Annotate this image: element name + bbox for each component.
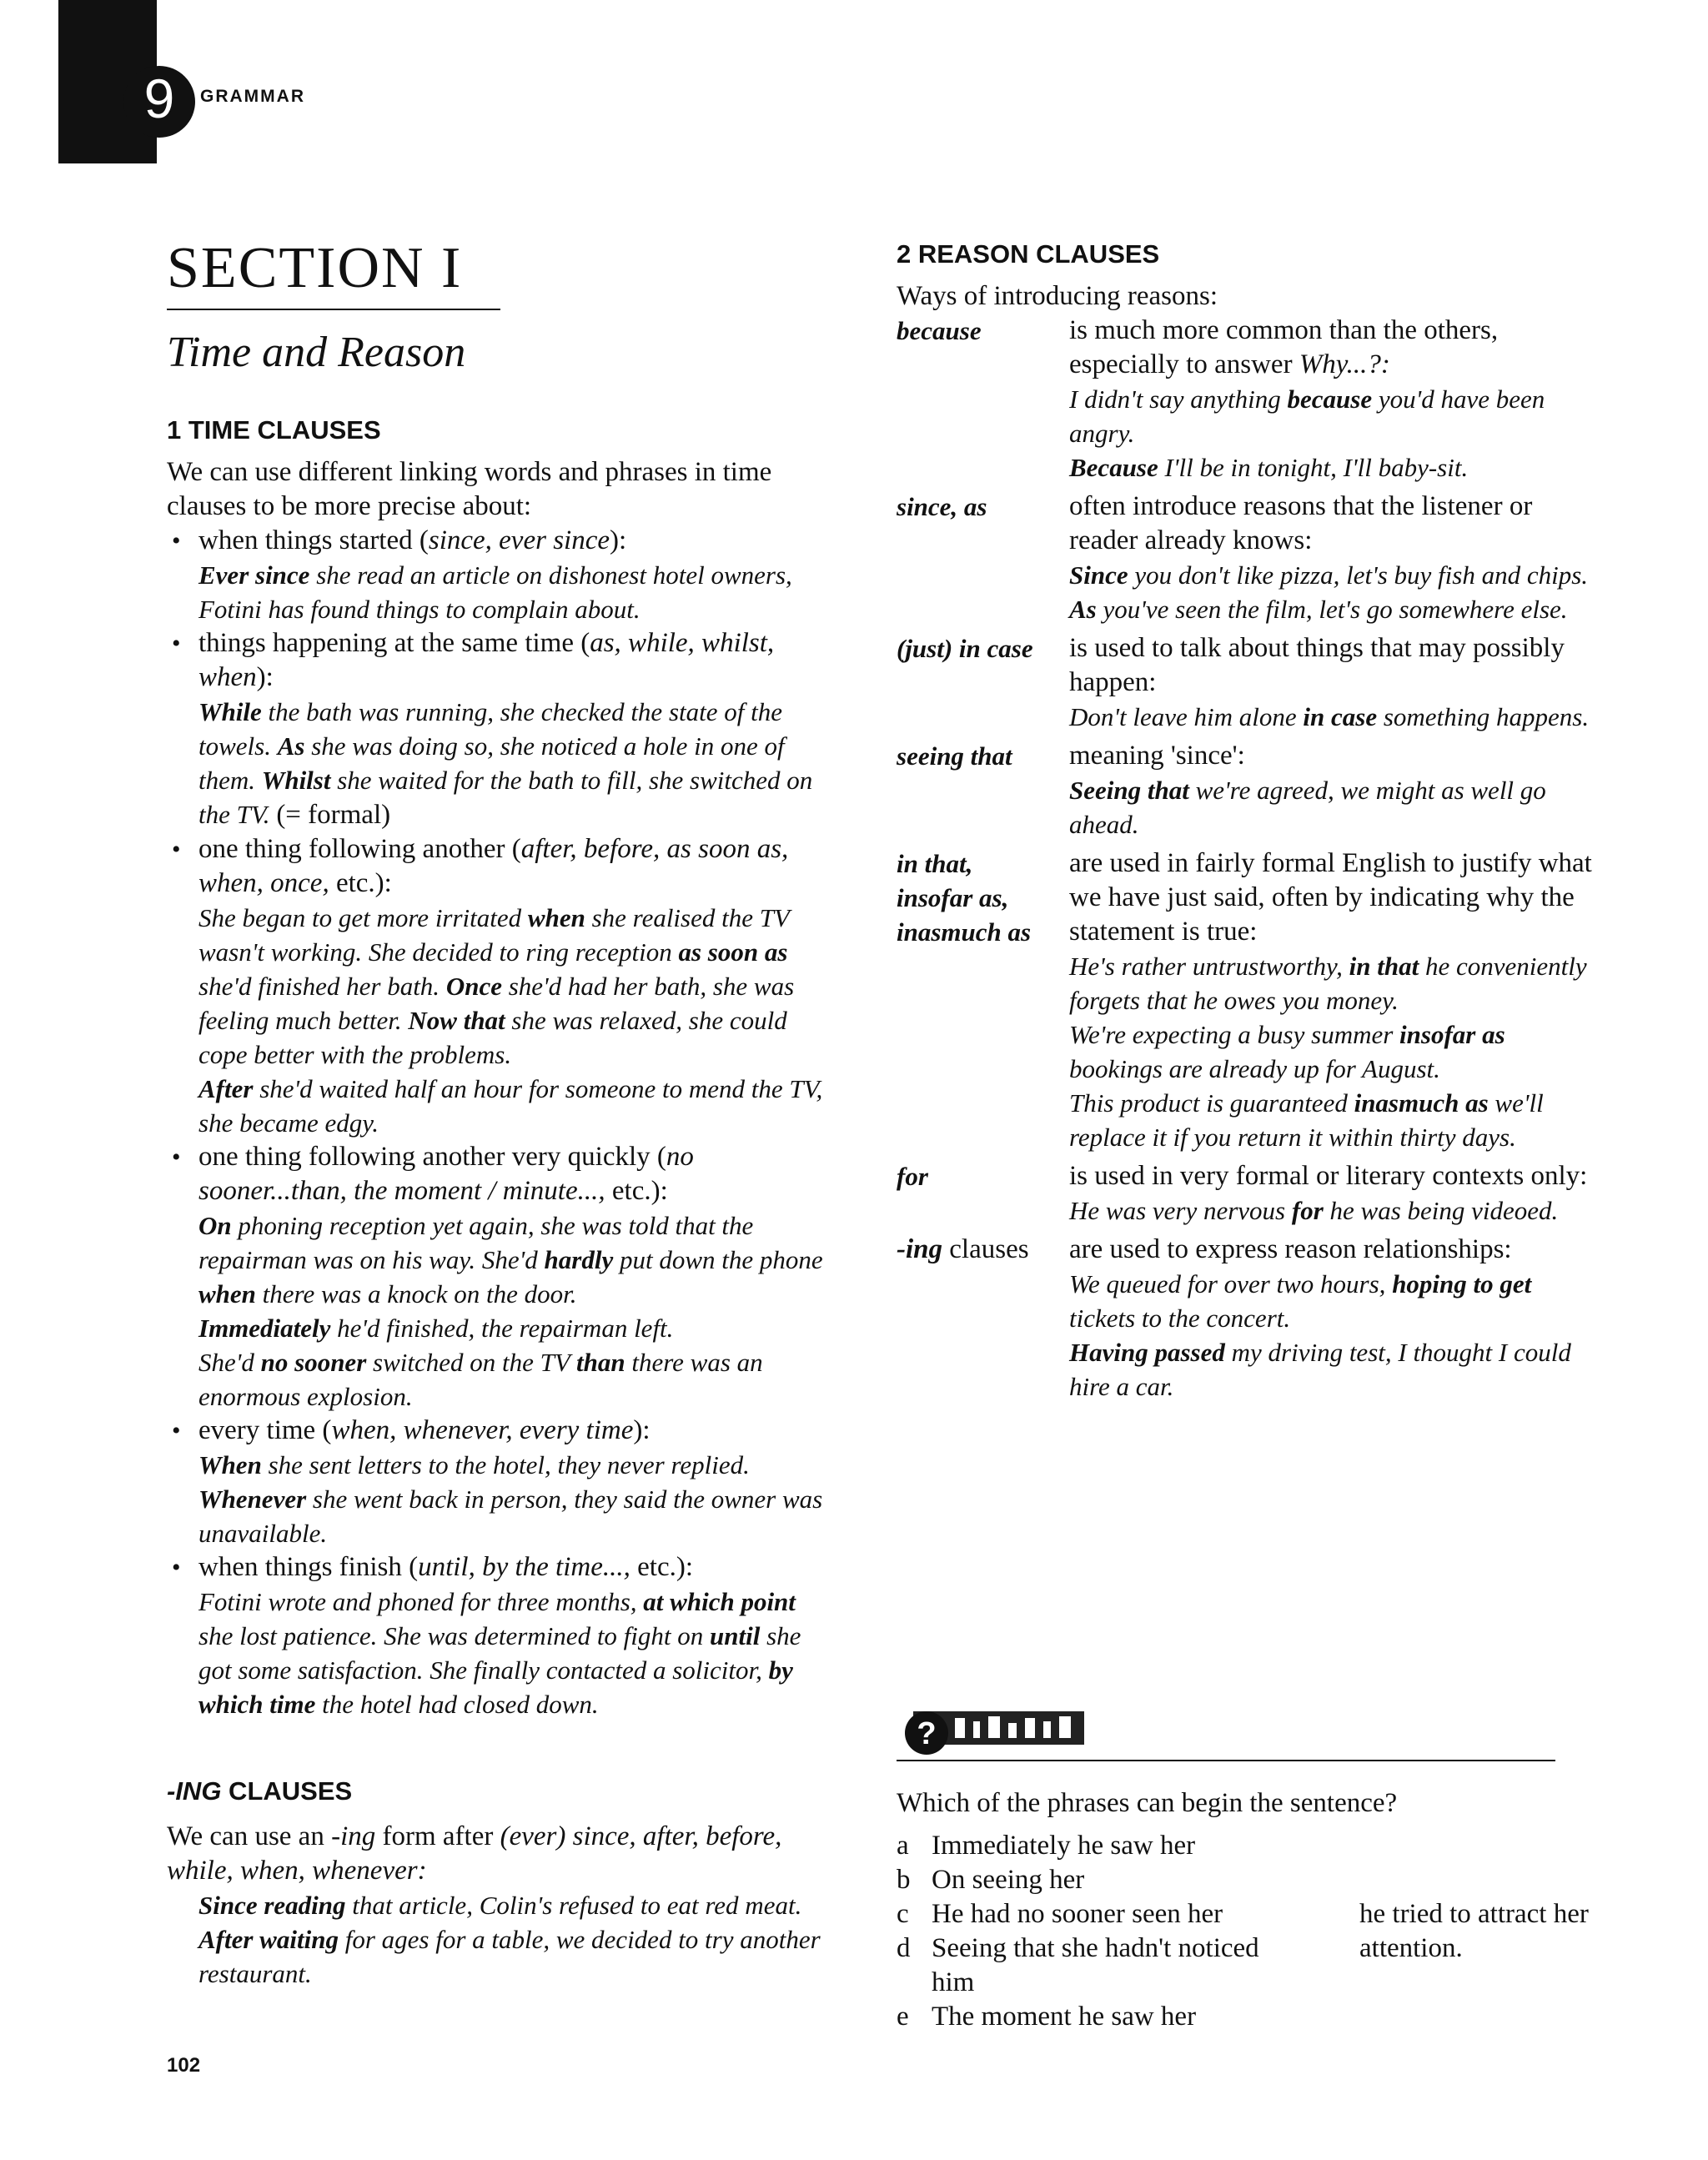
example-no-sooner: She'd no sooner switched on the TV than there was an enormous explosion. (198, 1348, 763, 1411)
term-because: because (897, 316, 982, 345)
bullet-every-time: • every time (when, whenever, every time): (167, 1414, 834, 1448)
example-in-that: He's rather untrustworthy, in that he conveniently forgets that he owes you money. (1069, 952, 1587, 1015)
time-clauses-section (167, 414, 834, 1721)
example-inasmuch-as: This product is guaranteed inasmuch as we'll replace it if you return it within thirty days. (1069, 1088, 1544, 1152)
example-hoping-to-get: We queued for over two hours, hoping to get tickets to the concert. (1069, 1269, 1532, 1333)
definition-because: is much more common than the others, especially to answer Why...?: (1069, 315, 1499, 379)
example-immediately: Immediately he'd finished, the repairman left. (198, 1314, 674, 1343)
definition-seeing-that: meaning 'since': (1069, 741, 1245, 771)
definition-for: is used in very formal or literary contexts only: (1069, 1161, 1588, 1191)
check-rule (897, 1760, 1555, 1761)
time-clauses-heading: 1 TIME CLAUSES (167, 415, 381, 445)
section-title-rule (167, 309, 500, 310)
chapter-number: 9 (123, 66, 195, 138)
reason-clauses-heading: 2 REASON CLAUSES (897, 239, 1160, 269)
example-since-reading: Since reading that article, Colin's refused to eat red meat. (198, 1891, 802, 1920)
reason-in-case (897, 631, 1597, 734)
chapter-label: GRAMMAR (200, 87, 305, 106)
term-seeing-that: seeing that (897, 741, 1012, 771)
example-whenever: Whenever she went back in person, they said the owner was unavailable. (198, 1484, 823, 1548)
svg-text:?: ? (917, 1716, 937, 1751)
check-section (897, 1700, 1597, 2034)
example-since: Since you don't like pizza, let's buy fish and chips. (1069, 560, 1589, 590)
example-seeing-that: Seeing that we're agreed, we might as well go ahead. (1069, 776, 1546, 839)
example-while-as-whilst: While the bath was running, she checked the state of the towels. As she was doing so, she noticed a hole in one of them. Whilst she waited for the bath to fill, she switched on the TV. (= formal) (198, 697, 813, 830)
ing-clauses-intro: We can use an -ing form after (ever) since, after, before, while, when, whenever: (167, 1821, 782, 1886)
example-when: When she sent letters to the hotel, they never replied. (198, 1450, 750, 1479)
ing-clauses-section (167, 1775, 834, 1991)
definition-ing-clauses: are used to express reason relationships: (1069, 1234, 1512, 1264)
example-ever-since: Ever since she read an article on dishonest hotel owners, Fotini has found things to complain about. (198, 560, 792, 624)
ing-clauses-heading: -ING CLAUSES (167, 1776, 353, 1806)
option-e: e The moment he saw her (897, 2002, 1197, 2032)
sentence-ending: he tried to attract her attention. (1359, 1899, 1589, 1963)
option-a: a Immediately he saw her (897, 1831, 1196, 1861)
bullet-things-finish: • when things finish (until, by the time..., etc.): (167, 1550, 834, 1585)
bullet-following-another: • one thing following another (after, before, as soon as, when, once, etc.): (167, 832, 834, 901)
term-in-case: (just) in case (897, 634, 1033, 663)
option-c: c He had no sooner seen her (897, 1899, 1223, 1929)
example-insofar-as: We're expecting a busy summer insofar as bookings are already up for August. (1069, 1020, 1505, 1083)
example-on-hardly: On phoning reception yet again, she was told that the repairman was on his way. She'd hardly put down the phone when there was a knock on the door. (198, 1211, 823, 1309)
definition-in-that: are used in fairly formal English to justify what we have just said, often by indicating why the statement is true: (1069, 848, 1592, 947)
term-for: for (897, 1162, 928, 1191)
example-in-case: Don't leave him alone in case something happens. (1069, 702, 1590, 731)
example-because-2: Because I'll be in tonight, I'll baby-sit. (1069, 453, 1469, 482)
term-since-as: since, as (897, 492, 987, 521)
example-after: After she'd waited half an hour for someone to mend the TV, she became edgy. (198, 1074, 823, 1138)
reason-since-as (897, 490, 1597, 626)
bullet-when-started: • when things started (since, ever since): (167, 524, 834, 558)
reason-clauses-section (897, 238, 1597, 1404)
check-question-icon (897, 1700, 1088, 1758)
definition-since-as: often introduce reasons that the listener or reader already knows: (1069, 491, 1533, 555)
section-subtitle: Time and Reason (167, 329, 466, 376)
reason-for (897, 1159, 1597, 1228)
check-question: Which of the phrases can begin the sentence? (897, 1788, 1398, 1818)
section-title: SECTION I (167, 236, 463, 300)
reason-seeing-that (897, 739, 1597, 841)
reason-clauses-intro: Ways of introducing reasons: (897, 281, 1218, 311)
example-after-waiting: After waiting for ages for a table, we decided to try another restaurant. (198, 1925, 821, 1988)
example-as: As you've seen the film, let's go somewhere else. (1069, 595, 1568, 624)
option-b: b On seeing her (897, 1865, 1085, 1895)
bullet-very-quickly: • one thing following another very quickly (no sooner...than, the moment / minute..., etc.): (167, 1140, 834, 1208)
reason-in-that (897, 846, 1597, 1154)
reason-because (897, 314, 1597, 485)
example-for: He was very nervous for he was being videoed. (1069, 1196, 1559, 1225)
bullet-same-time: • things happening at the same time (as, while, whilst, when): (167, 626, 834, 695)
term-ing-clauses: -ing clauses (897, 1234, 1029, 1264)
example-because-1: I didn't say anything because you'd have been angry. (1069, 384, 1545, 448)
option-d: d Seeing that she hadn't noticed him (897, 1933, 1259, 1997)
example-at-which-point: Fotini wrote and phoned for three months, at which point she lost patience. She was determined to fight on until she got some satisfaction. She finally contacted a solicitor, by which time the hotel had closed down. (198, 1587, 801, 1719)
example-having-passed: Having passed my driving test, I thought I could hire a car. (1069, 1338, 1571, 1401)
check-options (897, 1829, 1597, 2034)
page-number: 102 (167, 2054, 201, 2077)
definition-in-case: is used to talk about things that may possibly happen: (1069, 633, 1565, 697)
example-when-as-soon-as: She began to get more irritated when she realised the TV wasn't working. She decided to ring reception as soon as she'd finished her bath. Once she'd had her bath, she was feeling much better. Now that she was relaxed, she could cope better with the problems. (198, 903, 795, 1069)
reason-ing-clauses (897, 1233, 1597, 1404)
time-clauses-intro: We can use different linking words and phrases in time clauses to be more precise about: (167, 457, 772, 521)
term-in-that: in that, insofar as, inasmuch as (897, 849, 1032, 947)
